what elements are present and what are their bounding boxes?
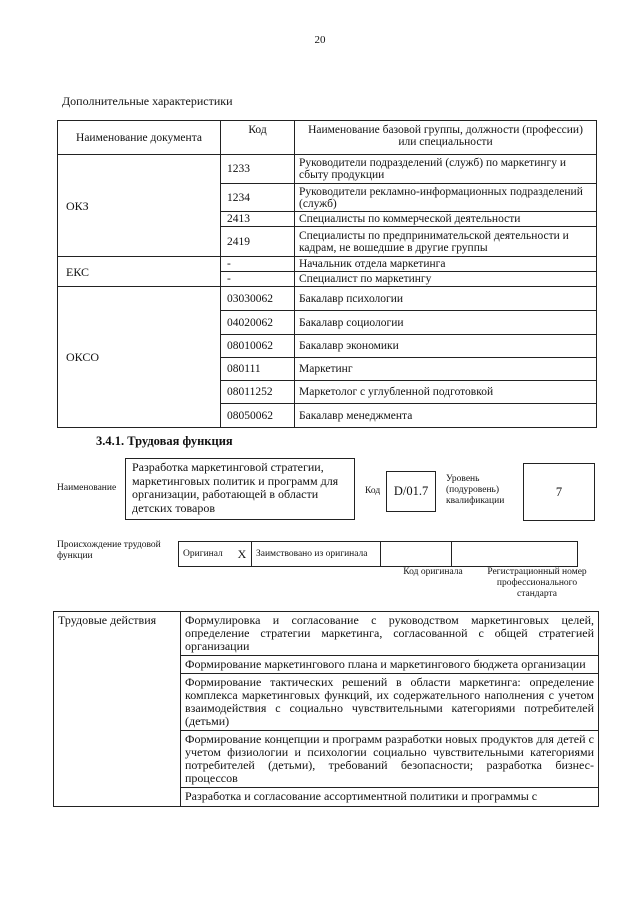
doc-eks: ЕКС bbox=[58, 257, 221, 287]
code-cell: 08050062 bbox=[221, 404, 295, 428]
name-cell: Маркетинг bbox=[295, 358, 597, 381]
actions-label: Трудовые действия bbox=[54, 612, 181, 807]
name-cell: Бакалавр социологии bbox=[295, 311, 597, 335]
code-cell: 1233 bbox=[221, 155, 295, 184]
name-cell: Специалисты по коммерческой деятельности bbox=[295, 212, 597, 227]
action-item: Формирование маркетингового плана и маркетингового бюджета организации bbox=[181, 656, 599, 674]
borrowed-label: Заимствовано из оригинала bbox=[252, 542, 381, 567]
characteristics-table bbox=[57, 120, 597, 428]
action-item: Формирование тактических решений в области маркетинга: определение комплекса маркетинговых функций, их содержательного наполнения с учетом взаимодействия с социально чувствительными категориями потребителей (детьми) bbox=[181, 674, 599, 731]
level-box bbox=[523, 463, 595, 521]
code-cell: 04020062 bbox=[221, 311, 295, 335]
code-cell: 1234 bbox=[221, 184, 295, 212]
registration-caption: Регистрационный номер профессионального стандарта bbox=[487, 567, 587, 599]
code-cell: - bbox=[221, 257, 295, 272]
function-code-box bbox=[386, 471, 436, 512]
header-name: Наименование базовой группы, должности (профессии) или специальности bbox=[295, 121, 597, 155]
function-code-value: D/01.7 bbox=[393, 484, 429, 498]
doc-okso: ОКСО bbox=[58, 287, 221, 428]
function-name-value: Разработка маркетинговой стратегии, маркетинговых политик и программ для организации, работающей в области детских товаров bbox=[132, 460, 339, 515]
header-document: Наименование документа bbox=[58, 121, 221, 155]
code-cell: 08011252 bbox=[221, 381, 295, 404]
action-item: Формирование концепции и программ разработки новых продуктов для детей с учетом физиологии и психологии социально чувствительными категориями потребителей (детьми), требований безопасности; разработка бизнес-процессов bbox=[181, 731, 599, 788]
original-label: Оригинал bbox=[179, 542, 234, 567]
level-label: Уровень (подуровень) квалификации bbox=[446, 474, 505, 506]
function-name-label: Наименование bbox=[57, 483, 117, 493]
code-caption: Код оригинала bbox=[403, 567, 463, 577]
code-cell: 2413 bbox=[221, 212, 295, 227]
work-actions-table bbox=[53, 611, 599, 807]
name-cell: Маркетолог с углубленной подготовкой bbox=[295, 381, 597, 404]
header-code: Код bbox=[221, 121, 295, 155]
name-cell: Бакалавр менеджмента bbox=[295, 404, 597, 428]
level-value: 7 bbox=[555, 484, 563, 499]
name-cell: Бакалавр психологии bbox=[295, 287, 597, 311]
origin-table bbox=[178, 541, 578, 567]
doc-okz: ОКЗ bbox=[58, 155, 221, 257]
name-cell: Специалист по маркетингу bbox=[295, 272, 597, 287]
name-cell: Руководители рекламно-информационных подразделений (служб) bbox=[295, 184, 597, 212]
name-cell: Специалисты по предпринимательской деятельности и кадрам, не вошедшие в другие группы bbox=[295, 227, 597, 257]
name-cell: Руководители подразделений (служб) по маркетингу и сбыту продукции bbox=[295, 155, 597, 184]
original-mark: X bbox=[233, 542, 252, 567]
section-title: Дополнительные характеристики bbox=[62, 94, 233, 108]
code-cell: 080111 bbox=[221, 358, 295, 381]
name-cell: Бакалавр экономики bbox=[295, 335, 597, 358]
origin-code-cell bbox=[381, 542, 452, 567]
code-label: Код bbox=[365, 486, 381, 496]
origin-label: Происхождение трудовой функции bbox=[57, 540, 161, 561]
name-cell: Начальник отдела маркетинга bbox=[295, 257, 597, 272]
function-name-box bbox=[125, 458, 355, 520]
action-item: Разработка и согласование ассортиментной политики и программы с bbox=[181, 788, 599, 807]
page-number: 20 bbox=[314, 34, 326, 46]
code-cell: 2419 bbox=[221, 227, 295, 257]
function-heading: 3.4.1. Трудовая функция bbox=[96, 434, 233, 448]
code-cell: - bbox=[221, 272, 295, 287]
action-item: Формулировка и согласование с руководством маркетинговых целей, определение стратегии маркетинга, согласованной с общей стратегией организации bbox=[181, 612, 599, 656]
registration-number-cell bbox=[452, 542, 578, 567]
code-cell: 03030062 bbox=[221, 287, 295, 311]
code-cell: 08010062 bbox=[221, 335, 295, 358]
